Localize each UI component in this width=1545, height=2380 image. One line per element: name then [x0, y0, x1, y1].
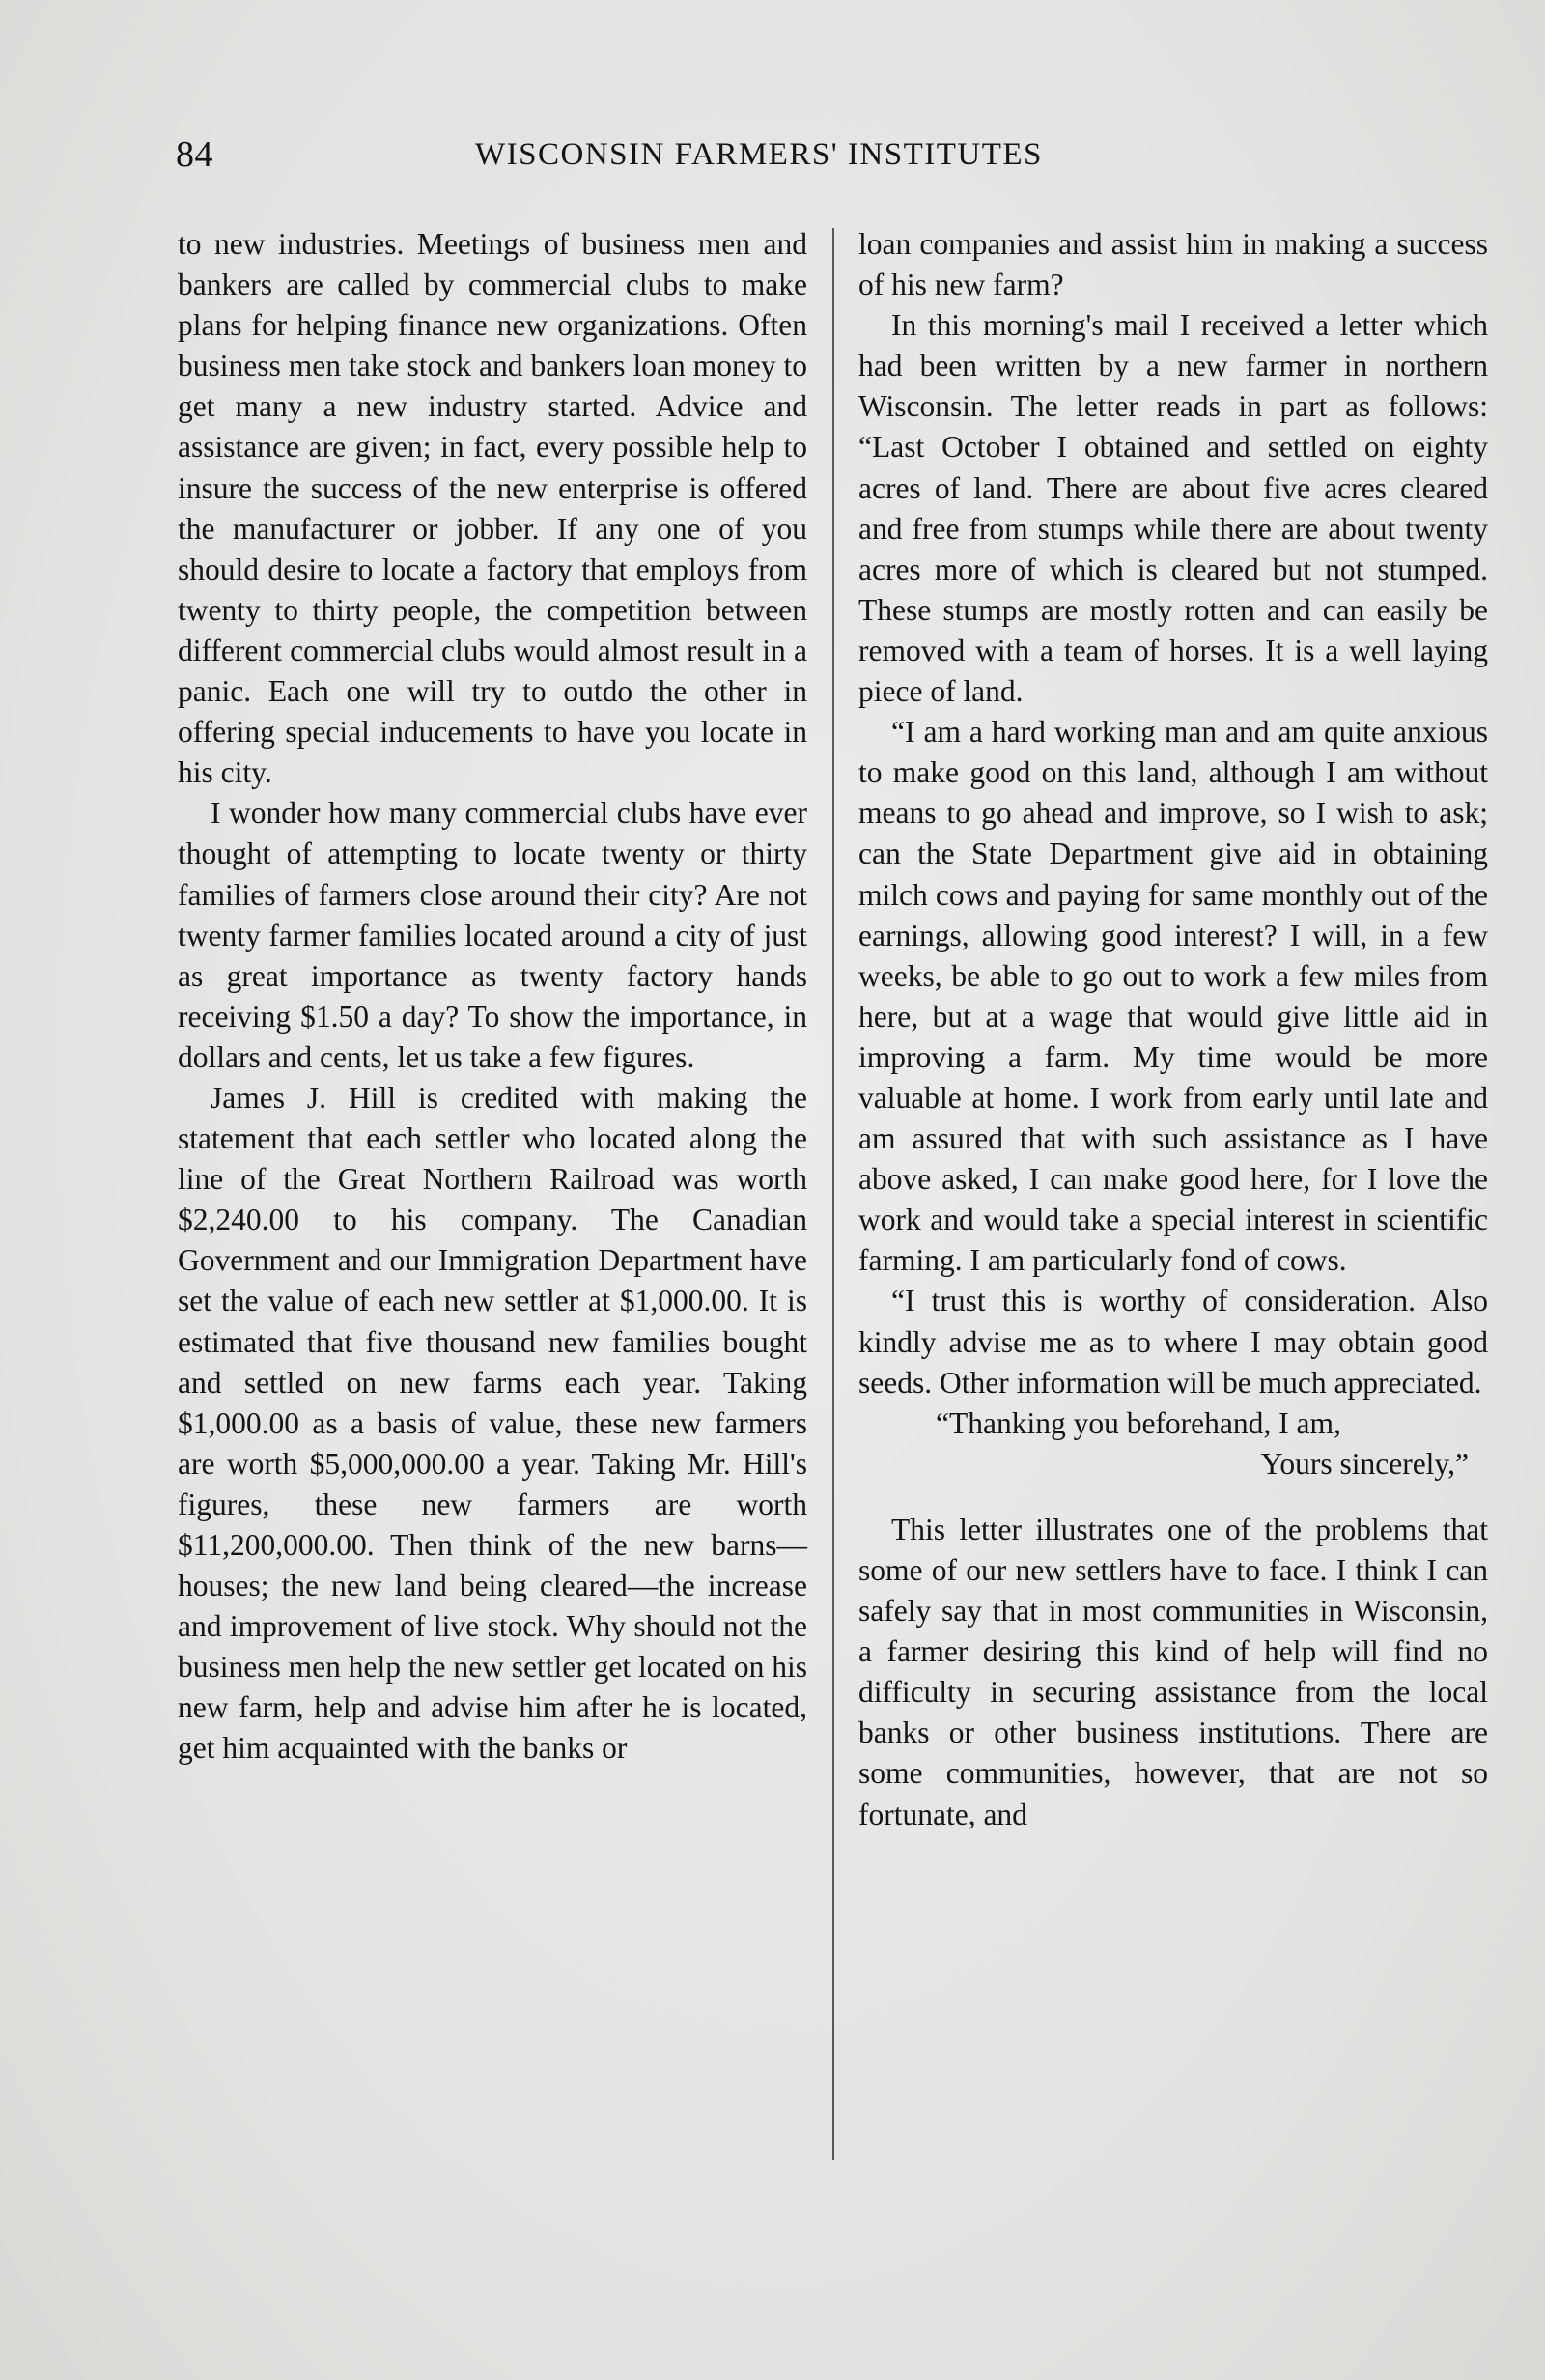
- paragraph: “I trust this is worthy of consideration. Also kindly advise me as to where I may obtain good seeds. Other information will be much appreciated.: [858, 1284, 1488, 1400]
- paragraph: “I am a hard working man and am quite anxious to make good on this land, although I am without means to go ahead and improve, so I wish to ask; can the State Department give aid in obtaining milch cows and paying for same monthly out of the earnings, allowing good interest? I will, in a few weeks, be able to go out to work a few miles from here, but at a wage that would give little aid in improving a farm. My time would be more valuable at home. I work from early until late and am assured that with such assistance as I have above asked, I can make good here, for I love the work and would take a special interest in scientific farming. I am particularly fond of cows.: [858, 715, 1488, 1278]
- page-header: [176, 133, 1180, 182]
- right-column: [858, 224, 1488, 1835]
- letter-salutation: “Thanking you beforehand, I am,: [936, 1405, 1341, 1440]
- paragraph: In this morning's mail I received a letter which had been written by a new farmer in northern Wisconsin. The letter reads in part as follows: “Last October I obtained and settled on eighty acres of land. There are about five acres cleared and free from stumps while there are about twenty acres more of which is cleared but not stumped. These stumps are mostly rotten and can easily be removed with a team of horses. It is a well laying piece of land.: [858, 308, 1488, 709]
- left-column: [178, 224, 807, 1770]
- page-number: 84: [176, 134, 213, 175]
- letter-closing: Yours sincerely,”: [1260, 1446, 1469, 1481]
- running-head: WISCONSIN FARMERS' INSTITUTES: [475, 137, 1043, 172]
- paragraph: to new industries. Meetings of business men and bankers are called by commercial clubs to make plans for helping finance new organizations. Often business men take stock and bankers loan money to get many a new industry started. Advice and assistance are given; in fact, every possible help to insure the success of the new enterprise is offered the manufacturer or jobber. If any one of you should desire to locate a factory that employs from twenty to thirty people, the competition between different commercial clubs would almost result in a panic. Each one will try to outdo the other in offering special inducements to have you locate in his city.: [178, 227, 807, 790]
- paragraph: James J. Hill is credited with making the statement that each settler who located along the line of the Great Northern Railroad was worth $2,240.00 to his company. The Canadian Government and our Immigration Department have set the value of each new settler at $1,000.00. It is estimated that five thousand new families bought and settled on new farms each year. Taking $1,000.00 as a basis of value, these new farmers are worth $5,000,000.00 a year. Taking Mr. Hill's figures, these new farmers are worth $11,200,000.00. Then think of the new barns—houses; the new land being cleared—the increase and improvement of live stock. Why should not the business men help the new settler get located on his new farm, help and advise him after he is located, get him acquainted with the banks or: [178, 1080, 807, 1766]
- paragraph: This letter illustrates one of the problems that some of our new settlers have to face. I think I can safely say that in most communities in Wisconsin, a farmer desiring this kind of help will find no difficulty in securing assistance from the local banks or other business institutions. There are some communities, however, that are not so fortunate, and: [858, 1512, 1488, 1831]
- paragraph: loan companies and assist him in making a success of his new farm?: [858, 227, 1488, 302]
- column-divider: [832, 228, 834, 2160]
- paragraph: I wonder how many commercial clubs have ever thought of attempting to locate twenty or thirty families of farmers close around their city? Are not twenty farmer families located around a city of just as great importance as twenty factory hands receiving $1.50 a day? To show the importance, in dollars and cents, let us take a few figures.: [178, 796, 807, 1074]
